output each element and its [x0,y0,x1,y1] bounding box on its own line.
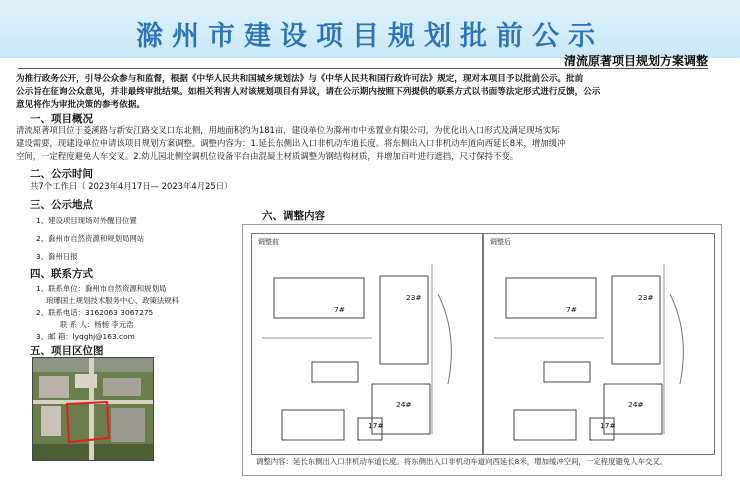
period-heading: 二、公示时间 [30,168,93,180]
contact-unit: 1、联系单位：滁州市自然资源和规划局 [36,284,167,293]
bldg-24-label-after: 24# [628,400,644,409]
header-banner [0,0,740,58]
overview-line-2: 建设需要，现建设单位申请该项目规划方案调整。调整内容为：1.延长东侧出入口非机动车道长度。将东侧出入口非机动车道向西延长8米，增加缓冲 [16,138,566,148]
location-item-3: 3、滁州日报 [36,252,78,261]
intro-line-2: 公示旨在征询公众意见，并非最终审批结果。如相关利害人对该规划项目有异议，请在公示期内按照下列提供的联系方式以书面等法定形式进行反馈，公示 [16,87,601,97]
contact-email: 3、邮 箱：lyqghj@163.com [36,332,135,341]
site-plan-before [251,233,483,455]
period-text: 共7个工作日（ 2023年4月17日— 2023年4月25日） [30,181,233,191]
bldg-23-label-after: 23# [638,293,654,302]
site-plan-drawing [242,224,722,476]
location-heading: 三、公示地点 [30,199,93,211]
intro-line-1: 为推行政务公开，引导公众参与和监督，根据《中华人民共和国城乡规划法》与《中华人民共和国行政许可法》规定，现对本项目予以批前公示。批前 [16,74,584,84]
bldg-7-label-after: 7# [566,305,577,314]
location-item-1: 1、建设项目现场对外醒目位置 [36,216,137,225]
bldg-17-label-after: 17# [600,421,616,430]
site-plan-after-drawing [484,234,714,454]
contact-phone: 2、联系电话：3162063 3067275 [36,308,154,317]
bldg-17-label: 17# [368,421,384,430]
location-map [32,357,154,461]
intro-line-3: 意见将作为审批决策的参考依据。 [16,100,145,110]
contact-person: 联 系 人：杨杨 李元浩 [60,320,134,329]
overview-line-1: 清流原著项目位于菱溪路与新安江路交叉口东北侧，用地面积约为181亩，建设单位为滁州市中丞置业有限公司，为优化出入口形式及满足现场实际 [16,125,560,135]
bldg-24-label: 24# [396,400,412,409]
contact-heading: 四、联系方式 [30,268,93,280]
map-heading: 五、项目区位图 [30,345,104,357]
adjust-heading: 六、调整内容 [262,210,325,222]
bldg-7-label: 7# [334,305,345,314]
bldg-23-label: 23# [406,293,422,302]
overview-line-3: 空间，一定程度避免人车交叉。2.幼儿园北侧空调机位设备平台由混凝土材质调整为钢结构材质，并增加百叶进行遮挡，尺寸保持不变。 [16,151,519,161]
after-label: 调整后 [490,238,511,246]
before-label: 调整前 [258,238,279,246]
overview-heading: 一、项目概况 [30,113,93,125]
project-subtitle: 清流原著项目规划方案调整 [563,54,708,68]
drawing-caption: 调整内容：延长东侧出入口非机动车道长度。将东侧出入口非机动车道向西延长8米，增加缓冲空间，一定程度避免人车交叉。 [256,457,668,466]
site-plan-after [483,233,715,455]
divider [18,68,708,69]
aerial-photo-icon [33,358,153,460]
location-item-2: 2、滁州市自然资源和规划局网站 [36,234,145,243]
site-plan-before-drawing [252,234,482,454]
contact-unit-dept: 琅琊国土规划技术服务中心、政策法规科 [46,296,180,305]
page-title: 滁州市建设项目规划批前公示 [136,21,604,52]
